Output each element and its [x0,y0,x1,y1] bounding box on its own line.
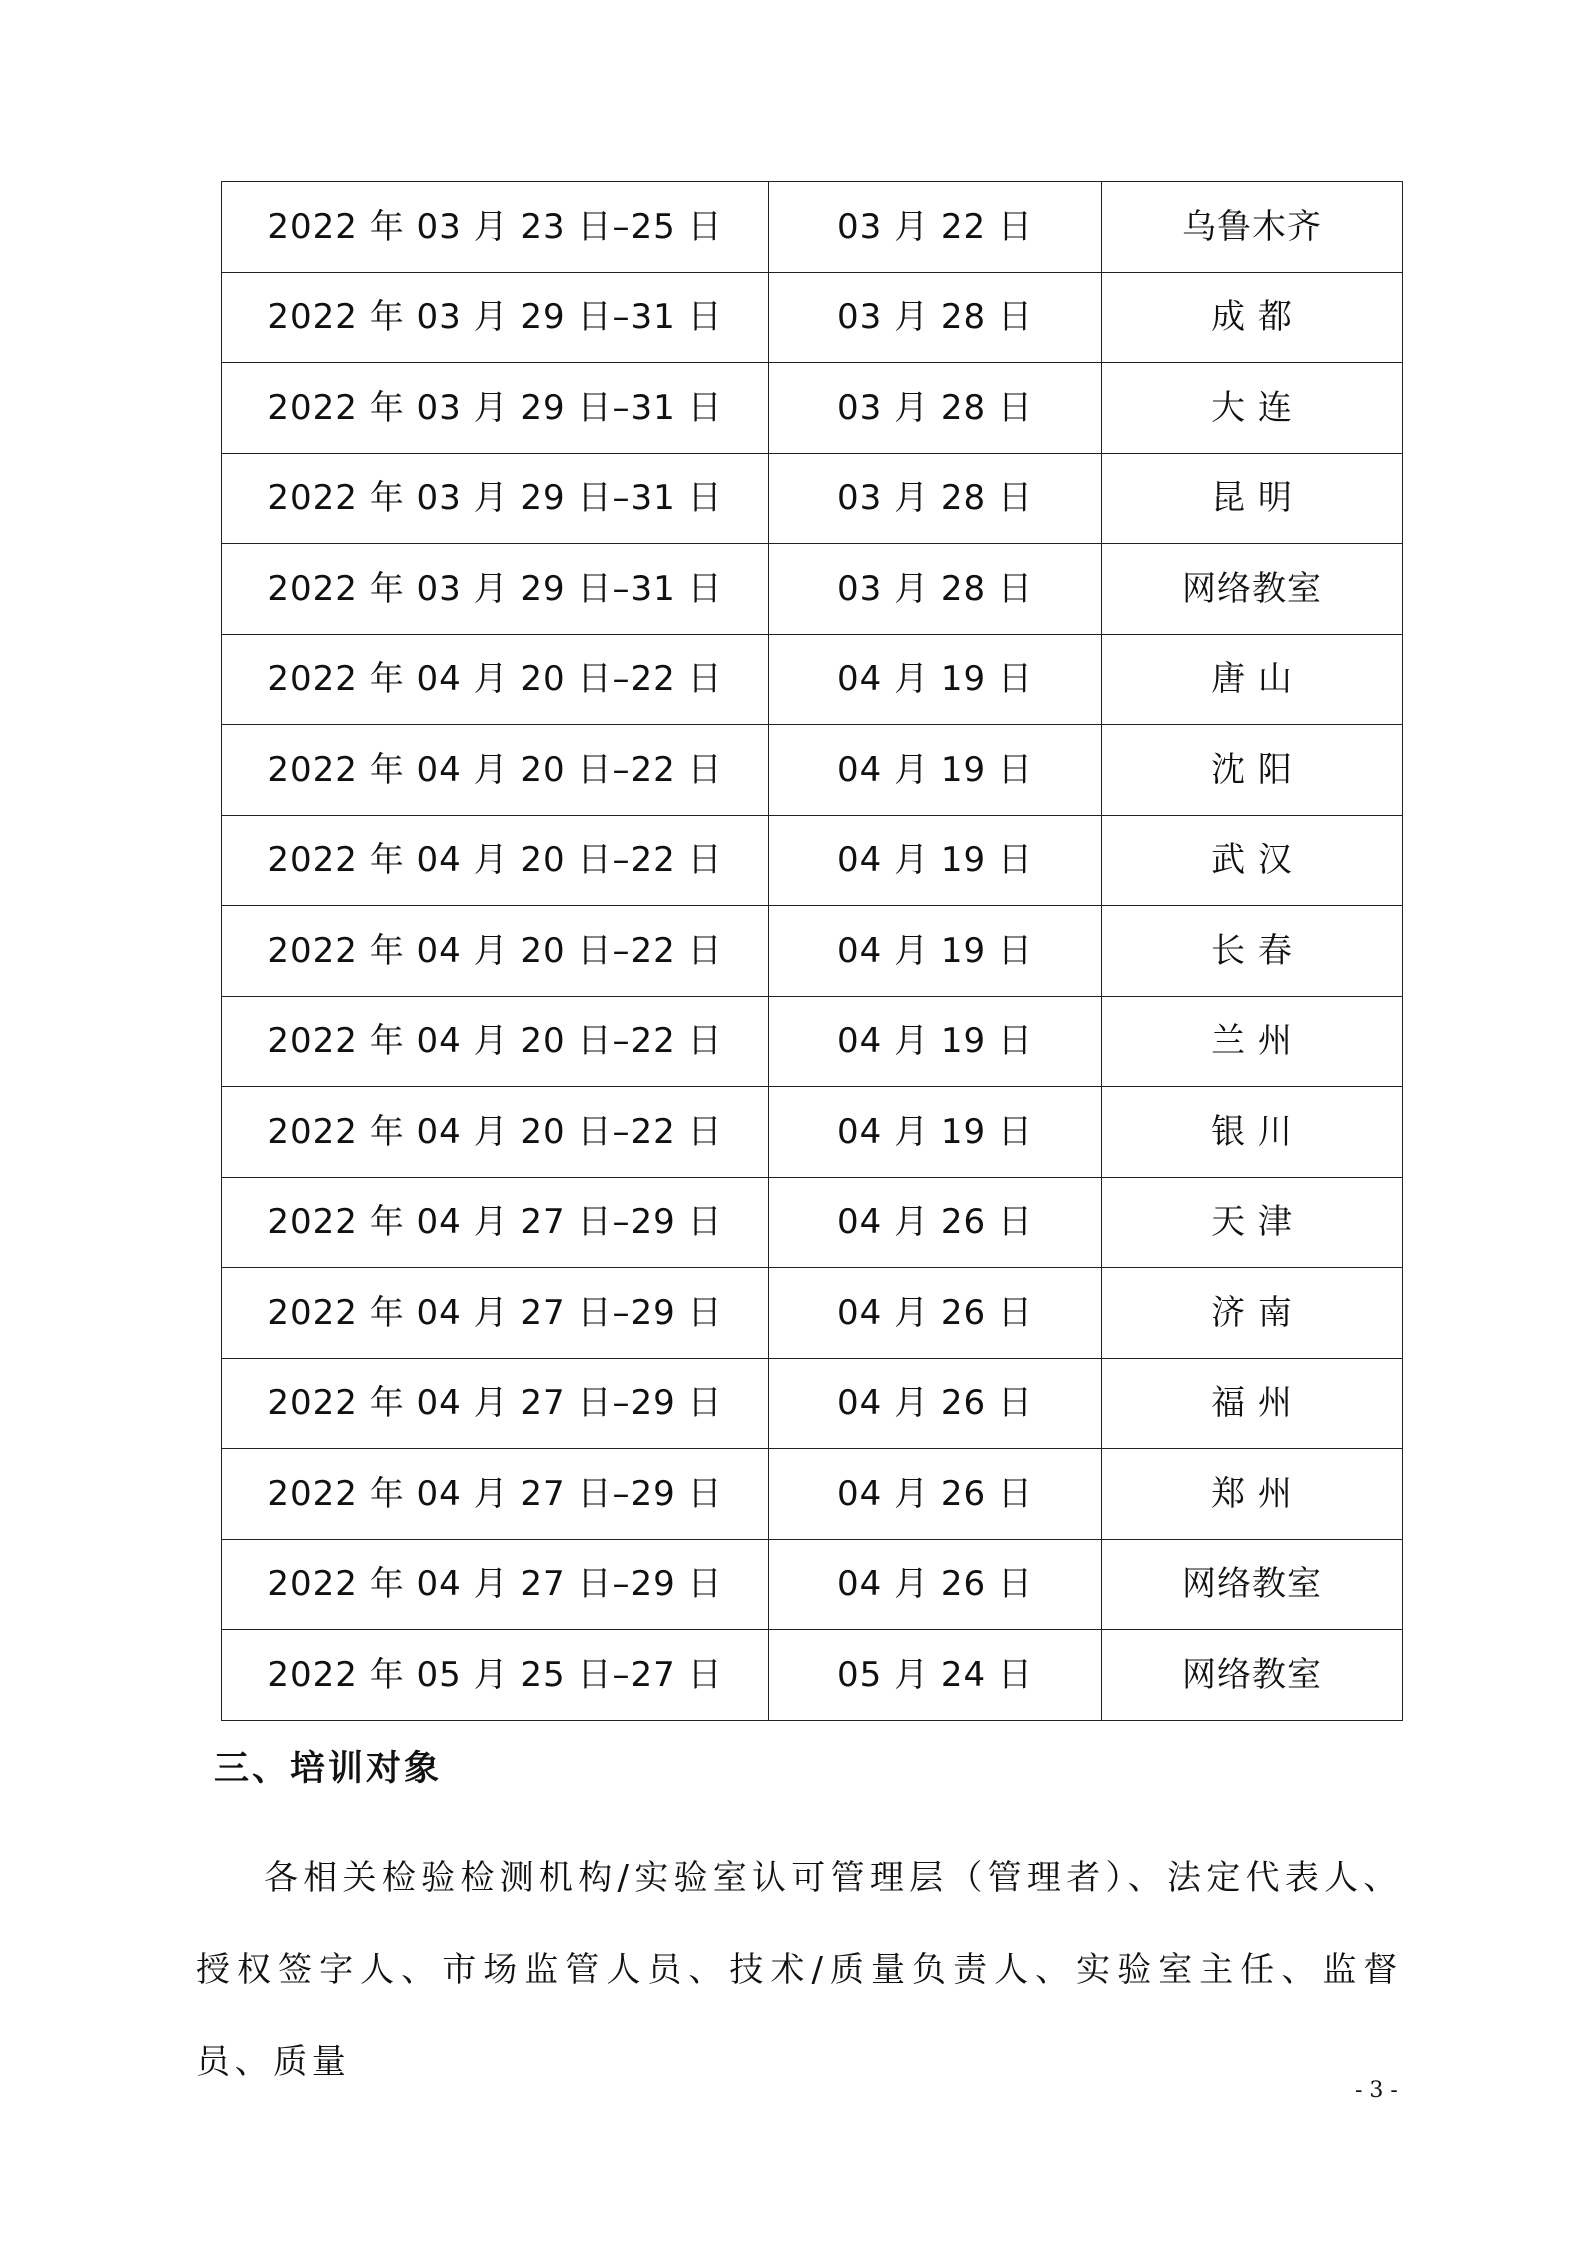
table-row [222,272,1403,363]
training-dates-cell: 2022 年 03 月 29 日–31 日 [222,363,769,454]
training-dates-cell: 2022 年 03 月 29 日–31 日 [222,544,769,635]
location-cell: 网络教室 [1102,1630,1403,1721]
location-cell: 沈 阳 [1102,725,1403,816]
location-cell: 郑 州 [1102,1449,1403,1540]
page-number: - 3 - [1355,2078,1398,2103]
report-date-cell: 03 月 28 日 [769,363,1102,454]
table-row [222,363,1403,454]
training-dates-cell: 2022 年 04 月 27 日–29 日 [222,1177,769,1268]
location-cell: 福 州 [1102,1358,1403,1449]
training-dates-cell: 2022 年 04 月 27 日–29 日 [222,1358,769,1449]
training-dates-cell: 2022 年 05 月 25 日–27 日 [222,1630,769,1721]
table-row [222,815,1403,906]
report-date-cell: 04 月 19 日 [769,906,1102,997]
table-row [222,996,1403,1087]
location-cell: 兰 州 [1102,996,1403,1087]
table-row [222,1539,1403,1630]
training-dates-cell: 2022 年 04 月 20 日–22 日 [222,1087,769,1178]
training-dates-cell: 2022 年 04 月 27 日–29 日 [222,1539,769,1630]
location-cell: 网络教室 [1102,544,1403,635]
location-cell: 长 春 [1102,906,1403,997]
training-dates-cell: 2022 年 04 月 27 日–29 日 [222,1268,769,1359]
report-date-cell: 03 月 28 日 [769,453,1102,544]
report-date-cell: 05 月 24 日 [769,1630,1102,1721]
report-date-cell: 04 月 19 日 [769,815,1102,906]
report-date-cell: 03 月 22 日 [769,182,1102,273]
location-cell: 唐 山 [1102,634,1403,725]
training-dates-cell: 2022 年 04 月 20 日–22 日 [222,906,769,997]
table-row [222,725,1403,816]
report-date-cell: 04 月 19 日 [769,725,1102,816]
table-row [222,1358,1403,1449]
table-row [222,634,1403,725]
training-dates-cell: 2022 年 04 月 20 日–22 日 [222,815,769,906]
table-row [222,544,1403,635]
training-dates-cell: 2022 年 04 月 20 日–22 日 [222,634,769,725]
report-date-cell: 04 月 26 日 [769,1449,1102,1540]
table-row [222,1630,1403,1721]
training-dates-cell: 2022 年 04 月 20 日–22 日 [222,996,769,1087]
report-date-cell: 04 月 26 日 [769,1177,1102,1268]
training-dates-cell: 2022 年 04 月 27 日–29 日 [222,1449,769,1540]
location-cell: 昆 明 [1102,453,1403,544]
location-cell: 大 连 [1102,363,1403,454]
location-cell: 天 津 [1102,1177,1403,1268]
schedule-table-body [222,182,1403,1721]
location-cell: 济 南 [1102,1268,1403,1359]
location-cell: 武 汉 [1102,815,1403,906]
training-schedule-table [221,181,1403,1721]
location-cell: 银 川 [1102,1087,1403,1178]
location-cell: 乌鲁木齐 [1102,182,1403,273]
section-paragraph: 各相关检验检测机构/实验室认可管理层（管理者）、法定代表人、授权签字人、市场监管人员、技术/质量负责人、实验室主任、监督员、质量 [196,1858,1402,2082]
report-date-cell: 04 月 26 日 [769,1268,1102,1359]
location-cell: 成 都 [1102,272,1403,363]
report-date-cell: 04 月 19 日 [769,996,1102,1087]
table-row [222,1268,1403,1359]
table-row [222,1449,1403,1540]
table-row [222,1177,1403,1268]
report-date-cell: 03 月 28 日 [769,544,1102,635]
report-date-cell: 04 月 26 日 [769,1539,1102,1630]
training-dates-cell: 2022 年 03 月 29 日–31 日 [222,453,769,544]
table-row [222,906,1403,997]
training-dates-cell: 2022 年 03 月 23 日–25 日 [222,182,769,273]
table-row [222,1087,1403,1178]
report-date-cell: 04 月 19 日 [769,1087,1102,1178]
section-heading: 三、培训对象 [214,1749,443,1789]
table-row [222,453,1403,544]
report-date-cell: 04 月 19 日 [769,634,1102,725]
training-dates-cell: 2022 年 04 月 20 日–22 日 [222,725,769,816]
report-date-cell: 04 月 26 日 [769,1358,1102,1449]
location-cell: 网络教室 [1102,1539,1403,1630]
table-row [222,182,1403,273]
training-dates-cell: 2022 年 03 月 29 日–31 日 [222,272,769,363]
report-date-cell: 03 月 28 日 [769,272,1102,363]
